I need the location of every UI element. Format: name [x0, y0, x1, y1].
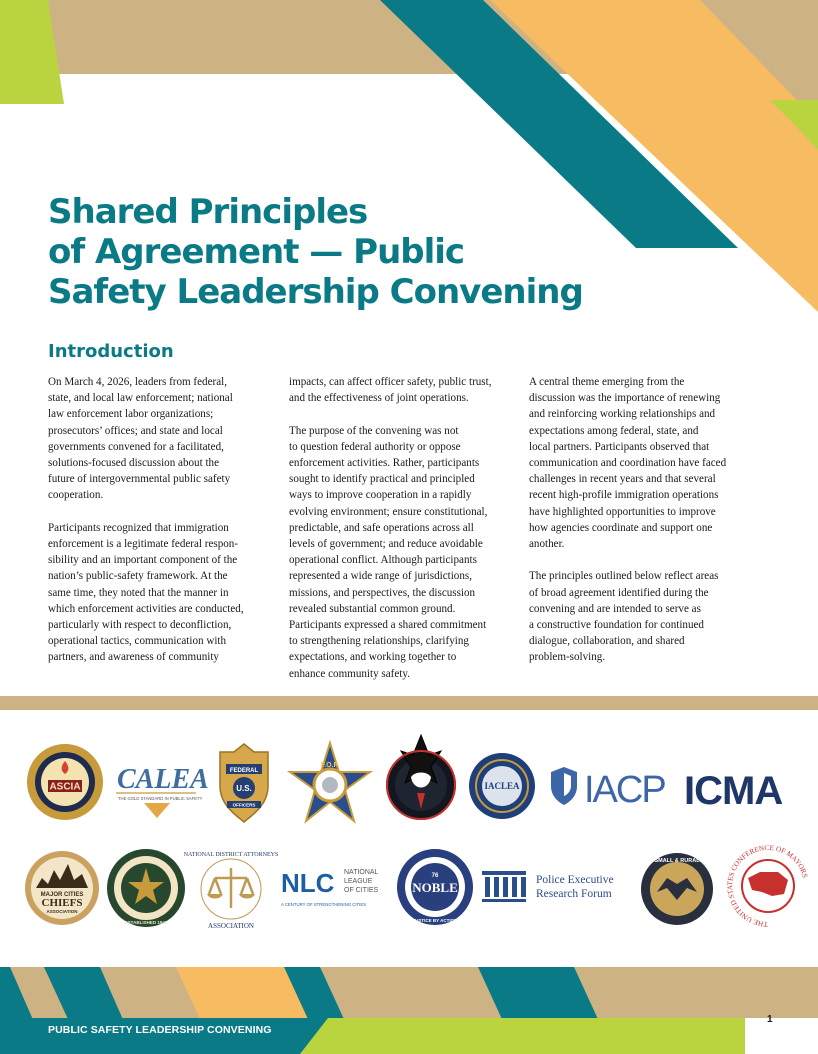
svg-text:76: 76 [431, 873, 439, 879]
section-heading-introduction: Introduction [48, 341, 174, 362]
paragraph: On March 4, 2026, leaders from federal, state, and local law enforcement; national law enforcement labor organizations; prosecutors’ offices; and state and local governments convened for a facilitated, solutions-focused discussion about the future of intergovernmental public safety cooperation. [48, 376, 233, 502]
ndaa-logo [183, 846, 279, 932]
section-divider [0, 696, 818, 710]
us-conference-of-mayors-logo [726, 840, 810, 936]
svg-text:JUSTICE BY ACTION: JUSTICE BY ACTION [412, 918, 458, 923]
paragraph: The purpose of the convening was not to question federal authority or oppose enforcement activities. Rather, participants sought to identify practical and principled ways to improve cooperation in a rapidly evolving environment; ensure constitutional, predictable, and safe operations across all levels of government; and reduce avoidable operational conflict. Although participants represented a wide range of jurisdictions, missions, and perspectives, the discussion revealed substantial common ground. Participants expressed a shared commitment to strengthening relationships, clarifying expectations, and working together to enhance community safety. [289, 424, 488, 680]
icma-logo [684, 764, 796, 813]
iacp-logo [548, 764, 678, 810]
svg-text:THE UNITED STATES CONFERENCE O: THE UNITED STATES CONFERENCE OF MAYORS [726, 843, 810, 929]
svg-text:THE GOLD STANDARD IN PUBLIC SA: THE GOLD STANDARD IN PUBLIC SAFETY [118, 796, 203, 801]
svg-text:LEAGUE: LEAGUE [344, 878, 373, 885]
svg-text:CALEA: CALEA [117, 764, 209, 795]
nlc-logo [280, 864, 390, 910]
svg-text:CHIEFS: CHIEFS [41, 897, 83, 909]
svg-text:OFFICERS: OFFICERS [232, 802, 256, 808]
svg-text:FEDERAL: FEDERAL [229, 768, 259, 774]
major-cities-chiefs-logo [24, 850, 100, 926]
svg-text:NATIONAL DISTRICT ATTORNEYS: NATIONAL DISTRICT ATTORNEYS [183, 852, 279, 858]
paragraph: impacts, can affect officer safety, public trust, and the effectiveness of joint operations. [289, 376, 492, 405]
svg-text:ESTABLISHED 1940: ESTABLISHED 1940 [124, 920, 168, 925]
page-title: Shared Principles of Agreement — Public Safety Leadership Convening [48, 192, 583, 312]
svg-text:Police Executive: Police Executive [536, 874, 614, 886]
footer-decoration [0, 960, 818, 1054]
svg-text:A CENTURY OF STRENGTHENING CIT: A CENTURY OF STRENGTHENING CITIES [281, 902, 367, 907]
noble-logo [396, 847, 474, 927]
svg-text:NLC: NLC [281, 868, 335, 898]
text-column-1 [48, 374, 288, 666]
fop-star-logo [288, 741, 372, 825]
svg-text:IACP: IACP [584, 769, 665, 811]
paragraph: Participants recognized that immigration enforcement is a legitimate federal respon- sibility and an important component of the nation’s public-safety framework. At the same time, they noted that the manner in which enforcement activities are conducted, particularly with respect to deconfliction, operational tactics, communication with partners, and awareness of community [48, 521, 244, 664]
text-column-2 [289, 374, 529, 682]
svg-text:OF CITIES: OF CITIES [344, 887, 379, 894]
fleoa-badge-logo [214, 742, 274, 824]
page-number: 1 [767, 1014, 773, 1025]
svg-text:F.O.P.: F.O.P. [320, 762, 340, 769]
svg-text:ASCIA: ASCIA [49, 781, 81, 793]
srlea-logo [640, 848, 714, 930]
svg-text:NATIONAL: NATIONAL [344, 869, 379, 876]
svg-text:ICMA: ICMA [684, 769, 783, 813]
svg-text:ASSOCIATION: ASSOCIATION [46, 909, 78, 914]
svg-text:MAJOR CITIES: MAJOR CITIES [40, 892, 84, 898]
svg-text:Research Forum: Research Forum [536, 888, 612, 900]
calea-logo [114, 758, 209, 820]
svg-text:U.S.: U.S. [236, 784, 252, 793]
svg-text:IACLEA: IACLEA [484, 781, 520, 791]
text-column-3 [529, 374, 769, 666]
svg-text:SMALL & RURAL: SMALL & RURAL [654, 858, 700, 864]
iaclea-logo [468, 752, 536, 820]
svg-text:ASSOCIATION: ASSOCIATION [208, 922, 254, 930]
paragraph: The principles outlined below reflect areas of broad agreement identified during the convening and are intended to serve as a constructive foundation for continued dialogue, collaboration, and shared problem-solving. [529, 570, 719, 664]
ascia-logo [26, 743, 104, 821]
paragraph: A central theme emerging from the discussion was the importance of renewing and reinforcing working relationships and expectations among federal, state, and local partners. Participants observed that communication and coordination have faced challenges in recent years and that several recent high-profile immigration operations have highlighted opportunities to improve how agencies coordinate and support one another. [529, 376, 727, 551]
perf-logo [480, 866, 636, 906]
hapcoa-eagle-logo [383, 733, 459, 823]
sheriffs-association-logo [106, 848, 186, 928]
svg-text:NOBLE: NOBLE [412, 880, 458, 895]
footer-label: PUBLIC SAFETY LEADERSHIP CONVENING [48, 1024, 272, 1036]
